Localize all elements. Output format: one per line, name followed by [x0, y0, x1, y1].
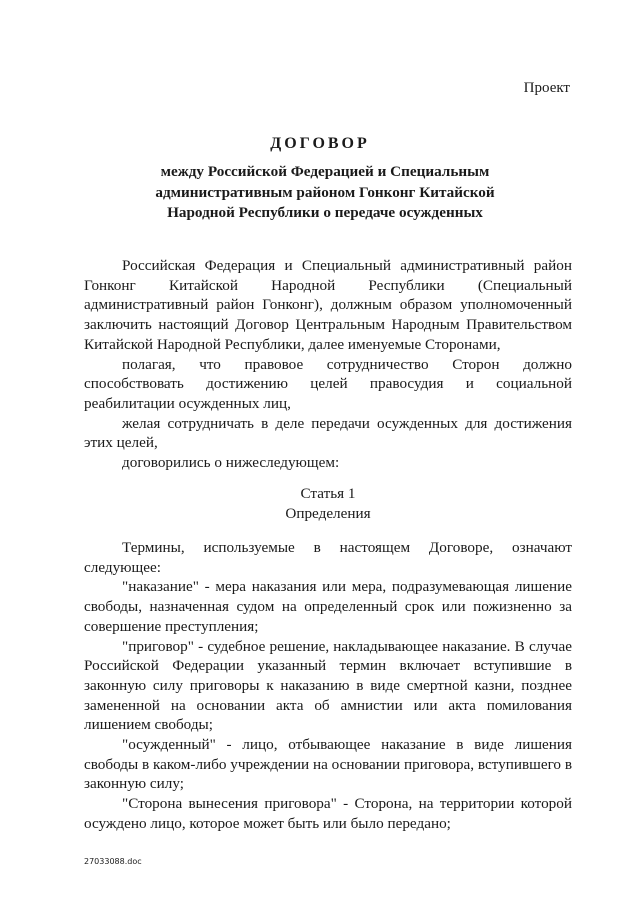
preamble — [84, 256, 572, 473]
document-title: ДОГОВОР — [270, 135, 370, 152]
article-heading-block — [84, 484, 572, 523]
document-status: Проект — [523, 80, 570, 96]
preamble-paragraph: договорились о нижеследующем: — [122, 454, 340, 472]
preamble-paragraph: Российская Федерация и Специальный административный район Гонконг Китайской Народной Республики (Специальный административный район Гонконг), должным образом уполномоченный заключить настоящий Договор Центральным Народным Правительством Китайской Народной Республики, далее именуемые Сторонами, — [84, 257, 572, 353]
article-name: Определения — [285, 504, 371, 522]
document-file-id: 27033088.doc — [84, 857, 142, 866]
article-paragraph: "наказание" - мера наказания или мера, подразумевающая лишение свободы, назначенная судом на определенный срок или пожизненно за совершение преступления; — [84, 578, 572, 635]
article-paragraph: "осужденный" - лицо, отбывающее наказание в виде лишения свободы в каком-либо учреждении на основании приговора, вступившего в законную силу; — [84, 736, 572, 793]
article-body — [84, 538, 572, 834]
preamble-paragraph: полагая, что правовое сотрудничество Сторон должно способствовать достижению целей правосудия и социальной реабилитации осужденных лиц, — [84, 355, 572, 412]
document-subtitle: между Российской Федерацией и Специальным административным районом Гонконг Китайской Народной Республики о передаче осужденных — [155, 163, 495, 221]
article-paragraph: "приговор" - судебное решение, накладывающее наказание. В случае Российской Федерации указанный термин включает вступившие в законную силу приговоры к наказанию в виде смертной казни, позднее замененной на основании акта об амнистии или акта помилования лишением свободы; — [84, 637, 572, 734]
preamble-paragraph: желая сотрудничать в деле передачи осужденных для достижения этих целей, — [84, 414, 572, 452]
article-paragraph: "Сторона вынесения приговора" - Сторона, на территории которой осуждено лицо, которое может быть или было передано; — [84, 795, 572, 832]
article-paragraph: Термины, используемые в настоящем Договоре, означают следующее: — [84, 539, 572, 576]
article-heading: Статья 1 — [300, 485, 356, 502]
